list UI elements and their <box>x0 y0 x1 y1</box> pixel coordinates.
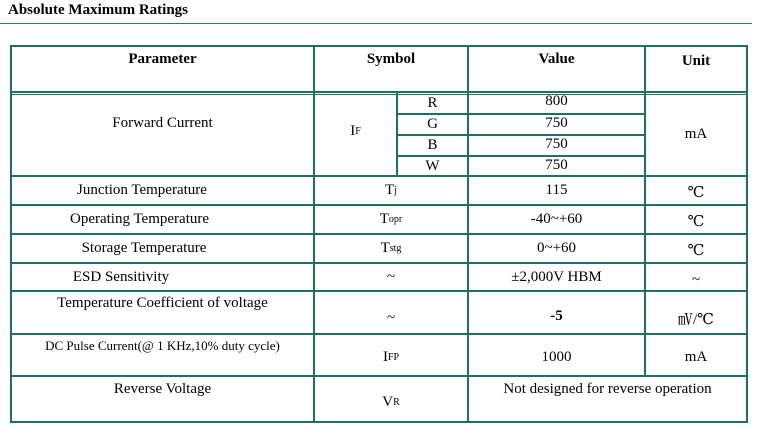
symbol-subscript: j <box>394 185 397 196</box>
header-parameter: Parameter <box>128 50 197 67</box>
row-dcpulse-value: 1000 <box>541 348 572 365</box>
row-reverse-symbol <box>315 385 467 419</box>
symbol-main: I <box>350 122 356 139</box>
table-border-bottom <box>10 421 748 423</box>
row-dcpulse-unit: mA <box>684 348 708 365</box>
row-storage-symbol <box>315 235 467 262</box>
symbol-main: T <box>379 211 389 227</box>
symbol-subscript: F <box>355 125 361 137</box>
channel-r-label: R <box>427 94 438 111</box>
row-storage-value: 0~+60 <box>536 240 577 256</box>
section-title: Absolute Maximum Ratings <box>8 2 189 18</box>
header-unit: Unit <box>681 52 711 69</box>
channel-g-value: 750 <box>545 114 568 131</box>
row-tempcoef-value: -5 <box>550 307 563 324</box>
symbol-main: T <box>385 182 395 198</box>
channel-r-value: 800 <box>545 92 568 109</box>
row-reverse-parameter: Reverse Voltage <box>113 380 212 397</box>
symbol-subscript: FP <box>387 351 400 363</box>
channel-w-label: W <box>425 157 440 174</box>
row-operating-value: -40~+60 <box>530 211 583 227</box>
channel-b-label: B <box>427 137 438 153</box>
row-storage-parameter: Storage Temperature <box>81 240 207 256</box>
row-junction-parameter: Junction Temperature <box>77 182 207 198</box>
channel-b-value: 750 <box>545 135 568 152</box>
row-junction-value: 115 <box>545 182 568 198</box>
row-esd-unit: ~ <box>691 271 701 288</box>
row-junction-unit: ℃ <box>687 185 705 201</box>
row-dcpulse-symbol <box>315 343 467 371</box>
symbol-main: V <box>382 393 394 410</box>
title-underline <box>0 23 752 24</box>
symbol-subscript: R <box>393 396 400 408</box>
row-esd-value: ±2,000V HBM <box>511 268 602 285</box>
channel-g-label: G <box>427 116 438 132</box>
symbol-main: T <box>380 240 390 256</box>
ratings-table <box>10 45 748 423</box>
forward-current-unit: mA <box>684 125 708 142</box>
header-symbol: Symbol <box>366 50 416 67</box>
row-reverse-value: Not designed for reverse operation <box>503 380 712 397</box>
symbol-subscript: opr <box>388 214 403 225</box>
symbol-main: I <box>382 348 388 365</box>
row-junction-symbol <box>315 177 467 204</box>
row-operating-symbol <box>315 206 467 233</box>
row-operating-unit: ℃ <box>687 214 705 230</box>
row-dcpulse-parameter: DC Pulse Current(@ 1 KHz,10% duty cycle) <box>45 338 280 353</box>
row-tempcoef-parameter: Temperature Coefficient of voltage <box>57 294 268 311</box>
row-tempcoef-symbol: ~ <box>386 309 396 326</box>
channel-w-value: 750 <box>545 156 568 173</box>
forward-current-symbol <box>315 117 396 145</box>
row-tempcoef-unit: ㎷/℃ <box>678 311 714 328</box>
header-value: Value <box>538 50 575 67</box>
row-storage-unit: ℃ <box>687 243 705 259</box>
row-operating-parameter: Operating Temperature <box>69 211 210 227</box>
row-esd-parameter: ESD Sensitivity <box>72 268 170 285</box>
forward-current-label: Forward Current <box>112 114 213 131</box>
row-esd-symbol: ~ <box>386 268 396 285</box>
symbol-subscript: stg <box>389 243 402 254</box>
